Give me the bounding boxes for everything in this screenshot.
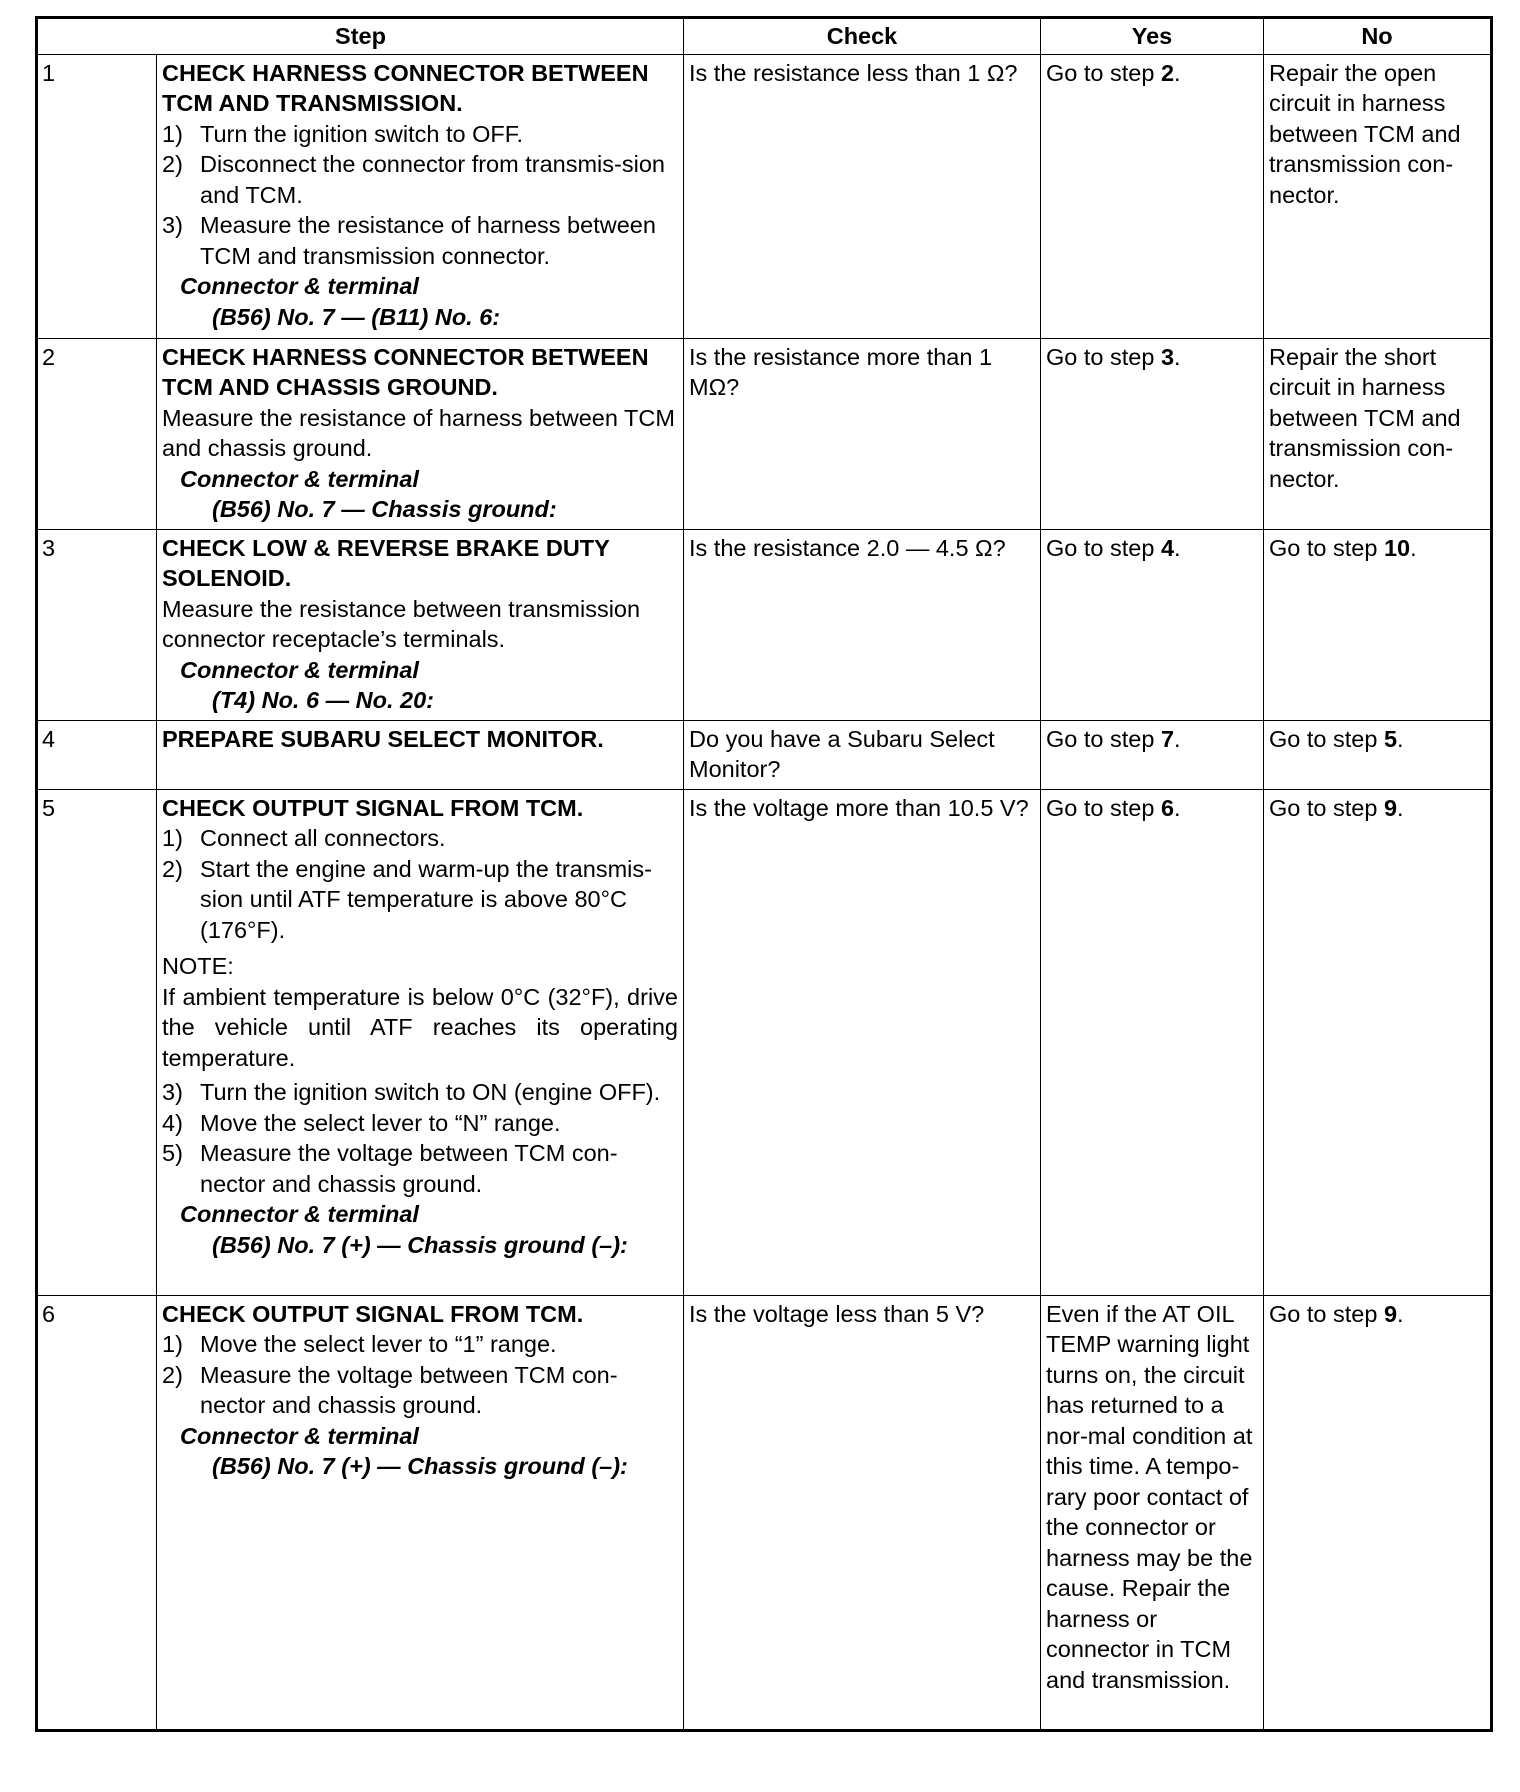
yes-prefix: Go to step xyxy=(1046,794,1161,821)
yes-suffix: . xyxy=(1174,794,1181,821)
yes-step-link: 7 xyxy=(1160,725,1175,752)
no-cell xyxy=(1264,1295,1492,1730)
connector-label: Connector & terminal xyxy=(180,273,419,299)
step-cell xyxy=(157,720,684,789)
header-row xyxy=(37,18,1492,55)
connector-label: Connector & terminal xyxy=(180,465,419,492)
item-number: 2) xyxy=(162,1361,183,1388)
step-intro: Measure the resistance between transmission connector receptacle’s terminals. xyxy=(162,595,641,652)
step-cell xyxy=(157,338,684,529)
item-text: Measure the voltage between TCM con-nector and chassis ground. xyxy=(200,1361,618,1418)
step-cell xyxy=(157,1295,684,1730)
list-item xyxy=(162,119,678,150)
item-text: Disconnect the connector from transmis-sion and TCM. xyxy=(200,151,665,208)
yes-cell xyxy=(1041,789,1264,1295)
header-no: No xyxy=(1264,18,1492,55)
yes-step-link: 2 xyxy=(1160,59,1175,86)
yes-step-link: 6 xyxy=(1160,794,1175,821)
item-number: 1) xyxy=(162,1331,183,1357)
no-cell: Repair the short circuit in harness between TCM and transmission con-nector. xyxy=(1264,338,1492,529)
yes-cell: Even if the AT OIL TEMP warning light turns on, the circuit has returned to a nor-mal condition at this time. A tempo-rary poor contact of the connector or harness may be the cause. Repair the harness or connector in TCM and transmission. xyxy=(1041,1295,1264,1730)
item-text: Measure the voltage between TCM con-nector and chassis ground. xyxy=(200,1140,618,1197)
no-prefix: Go to step xyxy=(1269,794,1384,821)
list-item xyxy=(162,1329,678,1360)
yes-suffix: . xyxy=(1174,343,1181,370)
connector-value: (B56) No. 7 — Chassis ground: xyxy=(212,496,557,522)
list-item xyxy=(162,149,678,210)
item-number: 3) xyxy=(162,1079,183,1105)
no-suffix: . xyxy=(1397,794,1404,821)
no-prefix: Go to step xyxy=(1269,1300,1384,1327)
table-row xyxy=(37,54,1492,338)
item-text: Start the engine and warm-up the transmis-sion until ATF temperature is above 80°C (176°F). xyxy=(200,855,652,943)
item-number: 2) xyxy=(162,151,183,177)
step-number: 6 xyxy=(37,1295,157,1730)
no-cell xyxy=(1264,789,1492,1295)
item-number: 4) xyxy=(162,1109,183,1136)
note-body: If ambient temperature is below 0°C (32°F), drive the vehicle until ATF reaches its operating temperature. xyxy=(162,983,678,1071)
no-cell: Repair the open circuit in harness between TCM and transmission con-nector. xyxy=(1264,54,1492,338)
item-number: 5) xyxy=(162,1140,183,1166)
yes-cell xyxy=(1041,54,1264,338)
no-cell xyxy=(1264,529,1492,720)
header-step: Step xyxy=(37,18,684,55)
connector-label: Connector & terminal xyxy=(180,1422,419,1449)
step-number: 4 xyxy=(37,720,157,789)
yes-prefix: Go to step xyxy=(1046,534,1161,561)
no-step-link: 10 xyxy=(1383,534,1411,561)
step-number: 5 xyxy=(37,789,157,1295)
table-row xyxy=(37,720,1492,789)
yes-suffix: . xyxy=(1174,725,1181,752)
list-item xyxy=(162,1138,678,1199)
yes-step-link: 4 xyxy=(1160,534,1175,561)
item-text: Turn the ignition switch to ON (engine OFF). xyxy=(200,1079,661,1105)
step-number: 2 xyxy=(37,338,157,529)
yes-prefix: Go to step xyxy=(1046,343,1161,370)
step-cell xyxy=(157,789,684,1295)
no-step-link: 9 xyxy=(1383,1300,1398,1327)
yes-prefix: Go to step xyxy=(1046,725,1161,752)
step-cell xyxy=(157,529,684,720)
yes-step-link: 3 xyxy=(1160,343,1175,370)
table-row xyxy=(37,1295,1492,1730)
check-cell: Is the voltage more than 10.5 V? xyxy=(684,789,1041,1295)
item-text: Measure the resistance of harness between TCM and transmission connector. xyxy=(200,212,656,269)
item-number: 3) xyxy=(162,212,183,238)
yes-suffix: . xyxy=(1174,534,1181,561)
no-prefix: Go to step xyxy=(1269,725,1384,752)
item-text: Connect all connectors. xyxy=(200,825,446,851)
list-item xyxy=(162,1360,678,1421)
yes-prefix: Go to step xyxy=(1046,59,1161,86)
step-title: CHECK LOW & REVERSE BRAKE DUTY SOLENOID. xyxy=(162,534,610,591)
no-prefix: Go to step xyxy=(1269,534,1384,561)
connector-label: Connector & terminal xyxy=(180,656,419,683)
item-number: 1) xyxy=(162,825,183,851)
diagnostic-table xyxy=(35,16,1493,1732)
step-title: PREPARE SUBARU SELECT MONITOR. xyxy=(162,725,604,752)
step-number: 1 xyxy=(37,54,157,338)
check-cell: Is the resistance less than 1 Ω? xyxy=(684,54,1041,338)
table-row xyxy=(37,529,1492,720)
yes-cell xyxy=(1041,720,1264,789)
step-title: CHECK HARNESS CONNECTOR BETWEEN TCM AND CHASSIS GROUND. xyxy=(162,343,649,400)
step-intro: Measure the resistance of harness between TCM and chassis ground. xyxy=(162,404,675,461)
step-cell xyxy=(157,54,684,338)
step-number: 3 xyxy=(37,529,157,720)
yes-suffix: . xyxy=(1174,59,1181,86)
check-cell: Is the voltage less than 5 V? xyxy=(684,1295,1041,1730)
check-cell: Do you have a Subaru Select Monitor? xyxy=(684,720,1041,789)
item-text: Move the select lever to “N” range. xyxy=(200,1109,561,1136)
list-item xyxy=(162,1108,678,1139)
check-cell: Is the resistance more than 1 MΩ? xyxy=(684,338,1041,529)
list-item xyxy=(162,210,678,271)
table-row xyxy=(37,789,1492,1295)
no-step-link: 9 xyxy=(1383,794,1398,821)
connector-value: (B56) No. 7 — (B11) No. 6: xyxy=(212,303,501,330)
item-number: 1) xyxy=(162,120,183,147)
item-text: Turn the ignition switch to OFF. xyxy=(200,120,524,147)
connector-value: (B56) No. 7 (+) — Chassis ground (–): xyxy=(212,1231,628,1258)
yes-cell xyxy=(1041,529,1264,720)
list-item xyxy=(162,854,678,946)
item-text: Move the select lever to “1” range. xyxy=(200,1331,557,1357)
connector-value: (T4) No. 6 — No. 20: xyxy=(212,687,434,713)
item-number: 2) xyxy=(162,855,183,882)
table-row xyxy=(37,338,1492,529)
connector-value: (B56) No. 7 (+) — Chassis ground (–): xyxy=(212,1453,628,1479)
step-title: CHECK HARNESS CONNECTOR BETWEEN TCM AND TRANSMISSION. xyxy=(162,59,649,116)
no-suffix: . xyxy=(1397,1300,1404,1327)
list-item xyxy=(162,823,678,854)
header-yes: Yes xyxy=(1041,18,1264,55)
no-step-link: 5 xyxy=(1383,725,1398,752)
note-heading: NOTE: xyxy=(162,953,234,979)
check-cell: Is the resistance 2.0 — 4.5 Ω? xyxy=(684,529,1041,720)
step-title: CHECK OUTPUT SIGNAL FROM TCM. xyxy=(162,794,584,821)
yes-cell xyxy=(1041,338,1264,529)
no-suffix: . xyxy=(1410,534,1417,561)
no-suffix: . xyxy=(1397,725,1404,752)
no-cell xyxy=(1264,720,1492,789)
step-title: CHECK OUTPUT SIGNAL FROM TCM. xyxy=(162,1300,584,1327)
header-check: Check xyxy=(684,18,1041,55)
list-item xyxy=(162,1077,678,1108)
connector-label: Connector & terminal xyxy=(180,1201,419,1227)
